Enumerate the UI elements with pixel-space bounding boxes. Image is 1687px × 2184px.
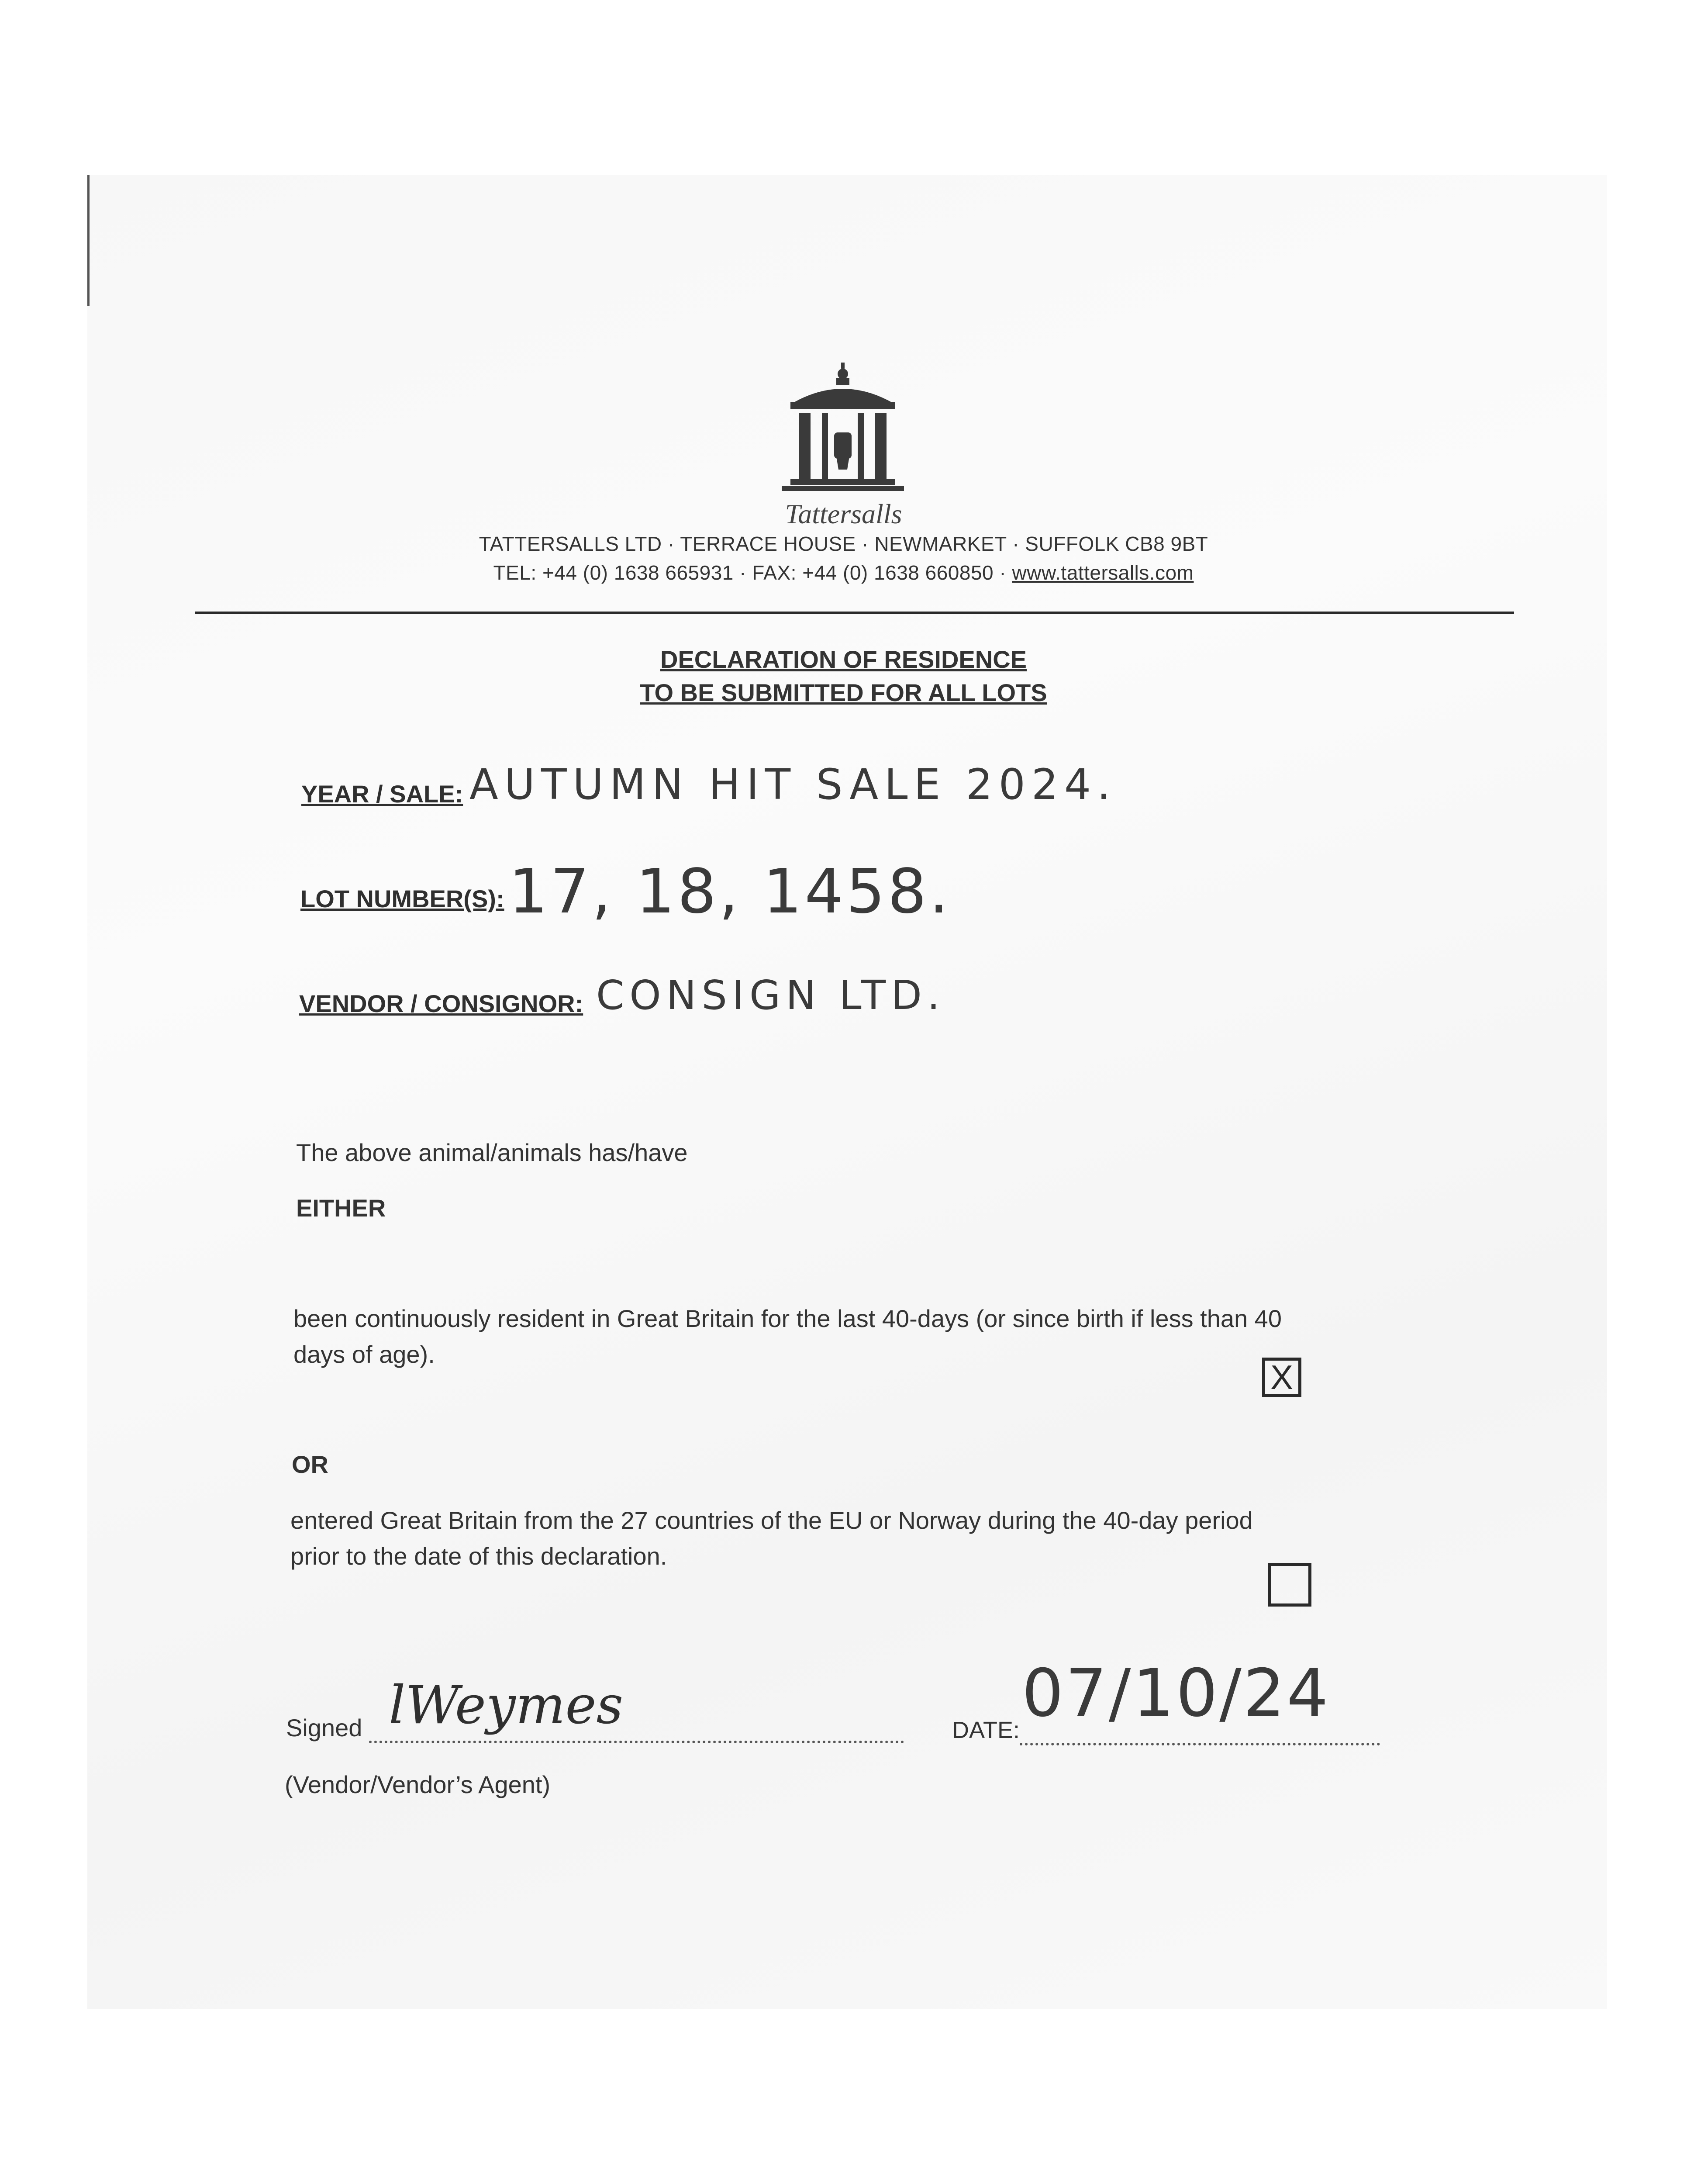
vendor-consignor-label: VENDOR / CONSIGNOR: <box>299 990 583 1017</box>
vendor-consignor-value[interactable]: CONSIGN LTD. <box>596 972 945 1019</box>
brand-name: Tattersalls <box>785 498 902 529</box>
either-label: EITHER <box>296 1194 386 1222</box>
option1-line2: days of age). <box>293 1341 435 1368</box>
declaration-subtitle: TO BE SUBMITTED FOR ALL LOTS <box>640 679 1047 706</box>
signature-line <box>369 1741 904 1743</box>
year-sale-label: YEAR / SALE: <box>301 780 463 808</box>
or-label: OR <box>292 1451 328 1478</box>
scan-edge-mark <box>87 175 90 306</box>
lot-numbers-label: LOT NUMBER(S): <box>300 885 504 912</box>
option2-checkbox[interactable] <box>1268 1563 1311 1607</box>
year-sale-value[interactable]: AUTUMN HIT SALE 2024. <box>469 760 1117 809</box>
signature-handwriting[interactable]: lWeymes <box>389 1675 624 1736</box>
date-value[interactable]: 07/10/24 <box>1022 1655 1330 1731</box>
signed-label: Signed <box>286 1714 362 1742</box>
contact-line <box>0 561 1687 584</box>
option1-line1: been continuously resident in Great Britain for the last 40-days (or since birth if less than 40 <box>293 1305 1282 1332</box>
option2-line1: entered Great Britain from the 27 countries of the EU or Norway during the 40-day period <box>290 1507 1253 1534</box>
option2-line2: prior to the date of this declaration. <box>290 1542 667 1570</box>
lot-numbers-value[interactable]: 17, 18, 1458. <box>509 856 952 927</box>
date-line <box>1020 1743 1380 1745</box>
tattersalls-logo-icon <box>782 363 904 498</box>
intro-text: The above animal/animals has/have <box>296 1139 688 1166</box>
contact-numbers: TEL: +44 (0) 1638 665931 · FAX: +44 (0) 1638 660850 · <box>493 561 1012 584</box>
website-link[interactable]: www.tattersalls.com <box>1012 561 1194 584</box>
declaration-title: DECLARATION OF RESIDENCE <box>660 646 1027 673</box>
date-label: DATE: <box>952 1717 1020 1743</box>
vendor-agent-label: (Vendor/Vendor’s Agent) <box>285 1771 551 1798</box>
address-line: TATTERSALLS LTD · TERRACE HOUSE · NEWMARKET · SUFFOLK CB8 9BT <box>479 532 1208 555</box>
option1-checkbox[interactable]: X <box>1262 1358 1301 1397</box>
header-divider <box>195 612 1514 614</box>
